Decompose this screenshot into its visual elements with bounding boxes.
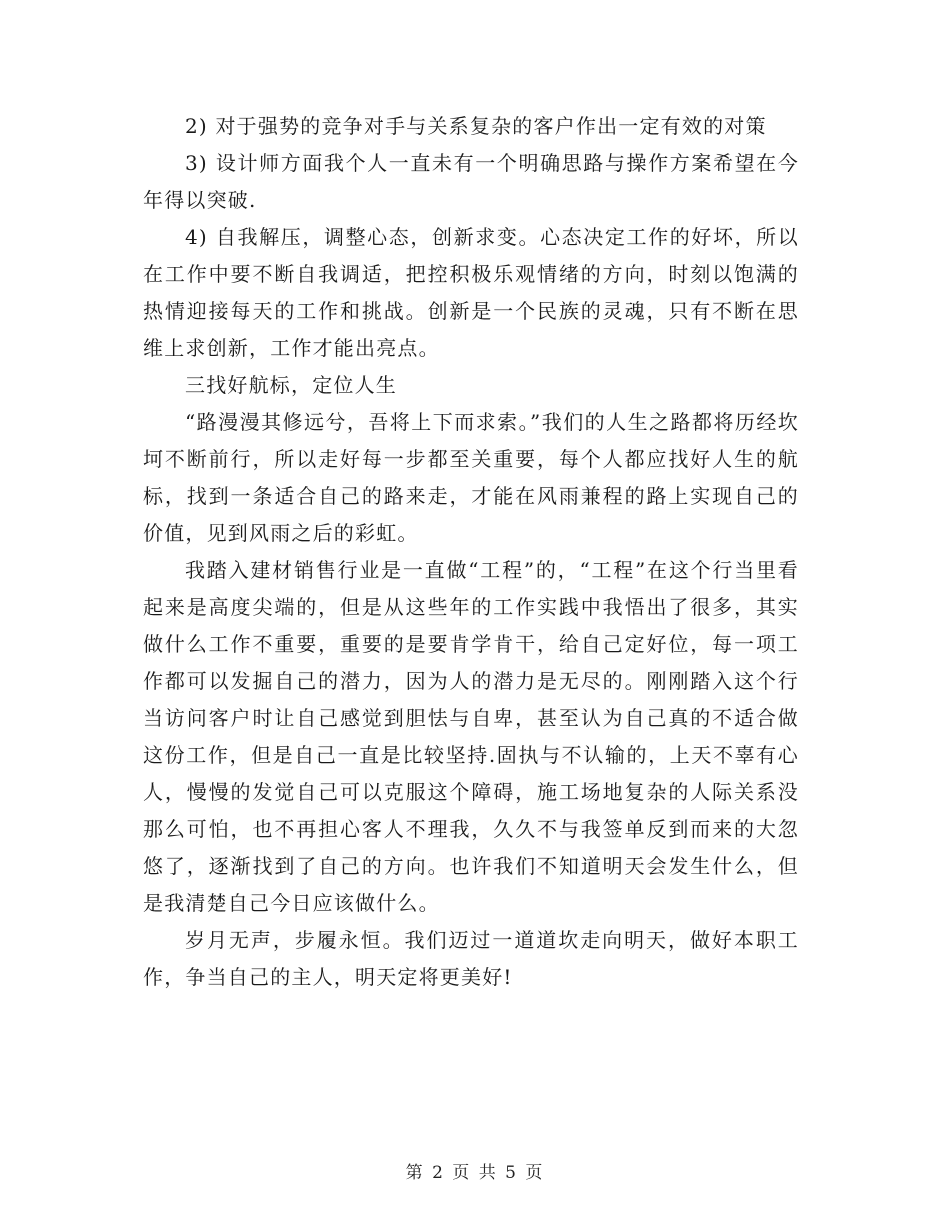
document-body xyxy=(143,108,799,996)
paragraph-quote: “路漫漫其修远兮，吾将上下而求索。”我们的人生之路都将历经坎坷不断前行，所以走好每一步都至关重要，每个人都应找好人生的航标，找到一条适合自己的路来走，才能在风雨兼程的路上实现自己的价值，见到风雨之后的彩虹。 xyxy=(143,410,799,545)
section-heading: 三找好航标，定位人生 xyxy=(185,373,397,397)
page-number-footer: 第 2 页 共 5 页 xyxy=(405,1163,545,1183)
paragraph-item-4: 4) 自我解压，调整心态，创新求变。心态决定工作的好坏，所以在工作中要不断自我调适，把控积极乐观情绪的方向，时刻以饱满的热情迎接每天的工作和挑战。创新是一个民族的灵魂，只有不断在思维上求创新，工作才能出亮点。 xyxy=(143,225,799,360)
paragraph-item-2: 2) 对于强势的竞争对手与关系复杂的客户作出一定有效的对策 xyxy=(185,114,767,138)
paragraph-item-3: 3) 设计师方面我个人一直未有一个明确思路与操作方案希望在今年得以突破. xyxy=(143,151,799,212)
paragraph-career: 我踏入建材销售行业是一直做“工程”的，“工程”在这个行当里看起来是高度尖端的，但是从这些年的工作实践中我悟出了很多，其实做什么工作不重要，重要的是要肯学肯干，给自己定好位，每一项工作都可以发掘自己的潜力，因为人的潜力是无尽的。刚刚踏入这个行当访问客户时让自己感觉到胆怯与自卑，甚至认为自己真的不适合做这份工作，但是自己一直是比较坚持.固执与不认输的，上天不辜有心人，慢慢的发觉自己可以克服这个障碍，施工场地复杂的人际关系没那么可怕，也不再担心客人不理我，久久不与我签单反到而来的大忽悠了，逐渐找到了自己的方向。也许我们不知道明天会发生什么，但是我清楚自己今日应该做什么。 xyxy=(143,558,799,915)
paragraph-closing: 岁月无声，步履永恒。我们迈过一道道坎走向明天，做好本职工作，争当自己的主人，明天定将更美好! xyxy=(143,928,799,989)
